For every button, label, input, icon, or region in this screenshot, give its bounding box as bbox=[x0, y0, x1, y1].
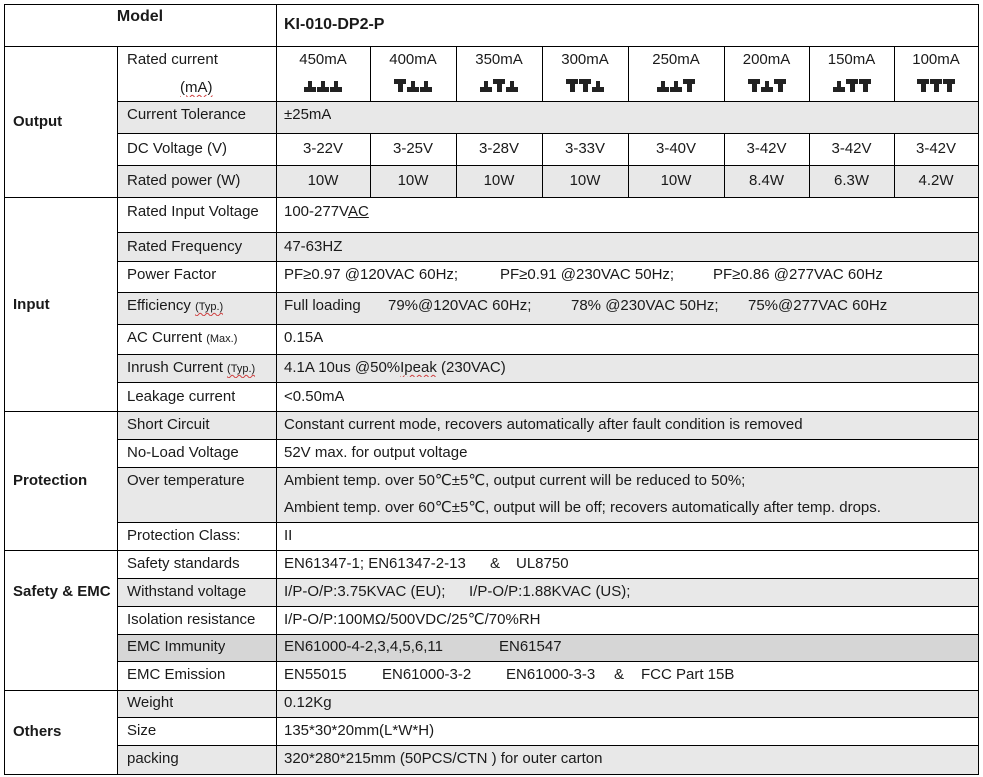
switch-up-icon bbox=[683, 79, 695, 92]
emc-immunity-value-2: EN61547 bbox=[499, 638, 562, 655]
divider bbox=[4, 411, 979, 412]
leakage-current-label: Leakage current bbox=[127, 388, 236, 405]
protection-class-value: II bbox=[284, 527, 293, 544]
rated-power-value: 8.4W bbox=[748, 172, 784, 189]
over-temperature-line-2: Ambient temp. over 60℃±5℃, output will be off; recovers automatically after temp. drops. bbox=[284, 499, 881, 516]
switch-up-icon bbox=[846, 79, 858, 92]
emc-immunity-label: EMC Immunity bbox=[127, 638, 226, 655]
dip-switch-icon bbox=[370, 75, 456, 97]
divider bbox=[117, 467, 979, 468]
model-value: KI-010-DP2-P bbox=[284, 16, 385, 33]
dip-switch-icon bbox=[724, 75, 809, 97]
emc-emission-value-2: EN61000-3-2 bbox=[382, 666, 472, 683]
rated-power-value: 10W bbox=[483, 172, 515, 189]
switch-up-icon bbox=[930, 79, 942, 92]
rated-input-voltage-value: 100-277VAC bbox=[284, 203, 369, 220]
leakage-current-value: <0.50mA bbox=[284, 388, 345, 405]
divider bbox=[117, 606, 979, 607]
rated-power-value: 6.3W bbox=[833, 172, 869, 189]
switch-up-icon bbox=[566, 79, 578, 92]
switch-up-icon bbox=[859, 79, 871, 92]
divider bbox=[4, 550, 979, 551]
safety-standards-value-1: EN61347-1; EN61347-2-13 bbox=[284, 555, 466, 572]
switch-up-icon bbox=[943, 79, 955, 92]
switch-up-icon bbox=[394, 79, 406, 92]
rated-current-value: 400mA bbox=[389, 51, 437, 68]
power-factor-label: Power Factor bbox=[127, 266, 217, 283]
size-value: 135*30*20mm(L*W*H) bbox=[284, 722, 435, 739]
current-tolerance-label: Current Tolerance bbox=[127, 106, 246, 123]
emc-emission-label: EMC Emission bbox=[127, 666, 226, 683]
border bbox=[4, 4, 979, 5]
row-bg bbox=[117, 690, 978, 717]
switch-down-icon bbox=[592, 79, 604, 92]
dc-voltage-value: 3-33V bbox=[564, 140, 606, 157]
dc-voltage-value: 3-28V bbox=[478, 140, 520, 157]
current-tolerance-value: ±25mA bbox=[284, 106, 332, 123]
safety-standards-value-3: UL8750 bbox=[516, 555, 569, 572]
divider bbox=[117, 634, 979, 635]
switch-down-icon bbox=[480, 79, 492, 92]
power-factor-value-1: PF≥0.97 @120VAC 60Hz; bbox=[284, 266, 459, 283]
divider bbox=[4, 197, 979, 198]
no-load-voltage-value: 52V max. for output voltage bbox=[284, 444, 468, 461]
switch-up-icon bbox=[917, 79, 929, 92]
switch-down-icon bbox=[330, 79, 342, 92]
divider bbox=[117, 717, 979, 718]
divider bbox=[117, 292, 979, 293]
rated-power-label: Rated power (W) bbox=[127, 172, 241, 189]
divider bbox=[117, 745, 979, 746]
rated-power-value: 10W bbox=[307, 172, 339, 189]
group-input: Input bbox=[13, 296, 50, 313]
rated-current-value: 250mA bbox=[652, 51, 700, 68]
safety-standards-value-2: & bbox=[490, 555, 501, 572]
rated-frequency-value: 47-63HZ bbox=[284, 238, 343, 255]
efficiency-value-3: 78% @230VAC 50Hz; bbox=[571, 297, 719, 314]
packing-value: 320*280*215mm (50PCS/CTN ) for outer carton bbox=[284, 750, 603, 767]
efficiency-label: Efficiency (Typ.) bbox=[127, 297, 224, 314]
withstand-voltage-value-1: I/P-O/P:3.75KVAC (EU); bbox=[284, 583, 446, 600]
ac-current-value: 0.15A bbox=[284, 329, 324, 346]
switch-down-icon bbox=[407, 79, 419, 92]
border bbox=[4, 4, 5, 775]
divider bbox=[117, 261, 979, 262]
rated-current-value: 200mA bbox=[742, 51, 791, 68]
divider bbox=[117, 439, 979, 440]
isolation-resistance-label: Isolation resistance bbox=[127, 611, 256, 628]
dc-voltage-value: 3-25V bbox=[392, 140, 434, 157]
emc-emission-value-1: EN55015 bbox=[284, 666, 347, 683]
packing-label: packing bbox=[127, 750, 179, 767]
rated-current-value: 300mA bbox=[561, 51, 609, 68]
switch-down-icon bbox=[670, 79, 682, 92]
model-label: Model bbox=[116, 8, 164, 25]
rated-current-unit: (mA) bbox=[180, 79, 213, 96]
switch-down-icon bbox=[506, 79, 518, 92]
divider bbox=[4, 690, 979, 691]
rated-current-value: 350mA bbox=[475, 51, 523, 68]
switch-down-icon bbox=[761, 79, 773, 92]
weight-value: 0.12Kg bbox=[284, 694, 332, 711]
divider bbox=[4, 46, 979, 47]
dip-switch-icon bbox=[456, 75, 542, 97]
rated-current-value: 150mA bbox=[827, 51, 876, 68]
divider bbox=[117, 133, 979, 134]
switch-down-icon bbox=[657, 79, 669, 92]
switch-up-icon bbox=[493, 79, 505, 92]
dip-switch-icon bbox=[542, 75, 628, 97]
divider bbox=[117, 382, 979, 383]
rated-power-value: 10W bbox=[569, 172, 601, 189]
emc-emission-value-3: EN61000-3-3 bbox=[506, 666, 596, 683]
switch-up-icon bbox=[579, 79, 591, 92]
ac-current-label: AC Current (Max.) bbox=[127, 329, 238, 346]
power-factor-value-2: PF≥0.91 @230VAC 50Hz; bbox=[500, 266, 675, 283]
over-temperature-line-1: Ambient temp. over 50℃±5℃, output current will be reduced to 50%; bbox=[284, 472, 746, 489]
divider bbox=[117, 522, 979, 523]
power-factor-value-3: PF≥0.86 @277VAC 60Hz bbox=[713, 266, 883, 283]
rated-current-label: Rated current bbox=[127, 51, 218, 68]
withstand-voltage-value-2: I/P-O/P:1.88KVAC (US); bbox=[469, 583, 631, 600]
dip-switch-icon bbox=[628, 75, 724, 97]
emc-immunity-value-1: EN61000-4-2,3,4,5,6,11 bbox=[284, 638, 444, 655]
row-bg bbox=[117, 232, 978, 261]
rated-input-voltage-label: Rated Input Voltage bbox=[127, 203, 259, 220]
rated-power-value: 10W bbox=[660, 172, 692, 189]
border bbox=[978, 4, 979, 775]
dc-voltage-value: 3-42V bbox=[746, 140, 787, 157]
rated-power-value: 4.2W bbox=[918, 172, 954, 189]
dc-voltage-label: DC Voltage (V) bbox=[127, 140, 228, 157]
divider bbox=[117, 578, 979, 579]
weight-label: Weight bbox=[127, 694, 174, 711]
divider bbox=[117, 354, 979, 355]
efficiency-value-1: Full loading bbox=[284, 297, 361, 314]
protection-class-label: Protection Class: bbox=[127, 527, 241, 544]
divider bbox=[117, 324, 979, 325]
group-output: Output bbox=[13, 113, 63, 130]
safety-standards-label: Safety standards bbox=[127, 555, 240, 572]
rated-current-value: 100mA bbox=[912, 51, 960, 68]
group-safety-emc: Safety & EMC bbox=[13, 583, 111, 600]
rated-power-value: 10W bbox=[397, 172, 429, 189]
group-others: Others bbox=[13, 723, 62, 740]
switch-down-icon bbox=[420, 79, 432, 92]
dip-switch-icon bbox=[894, 75, 978, 97]
switch-down-icon bbox=[304, 79, 316, 92]
divider bbox=[117, 165, 979, 166]
rated-frequency-label: Rated Frequency bbox=[127, 238, 243, 255]
short-circuit-label: Short Circuit bbox=[127, 416, 210, 433]
short-circuit-value: Constant current mode, recovers automatically after fault condition is removed bbox=[284, 416, 803, 433]
inrush-current-label: Inrush Current (Typ.) bbox=[127, 359, 256, 376]
dip-switch-icon bbox=[809, 75, 894, 97]
efficiency-value-4: 75%@277VAC 60Hz bbox=[748, 297, 888, 314]
group-protection: Protection bbox=[13, 472, 88, 489]
switch-down-icon bbox=[833, 79, 845, 92]
row-bg bbox=[117, 101, 978, 133]
efficiency-value-2: 79%@120VAC 60Hz; bbox=[388, 297, 532, 314]
dc-voltage-value: 3-40V bbox=[655, 140, 697, 157]
dip-switch-icon bbox=[276, 75, 370, 97]
no-load-voltage-label: No-Load Voltage bbox=[127, 444, 239, 461]
rated-current-value: 450mA bbox=[299, 51, 347, 68]
isolation-resistance-value: I/P-O/P:100MΩ/500VDC/25℃/70%RH bbox=[284, 611, 541, 628]
emc-emission-value-4: & bbox=[614, 666, 625, 683]
over-temperature-label: Over temperature bbox=[127, 472, 245, 489]
size-label: Size bbox=[127, 722, 157, 739]
withstand-voltage-label: Withstand voltage bbox=[127, 583, 247, 600]
dc-voltage-value: 3-22V bbox=[302, 140, 344, 157]
dc-voltage-value: 3-42V bbox=[915, 140, 957, 157]
border bbox=[4, 774, 979, 775]
switch-up-icon bbox=[748, 79, 760, 92]
divider bbox=[117, 661, 979, 662]
switch-up-icon bbox=[774, 79, 786, 92]
dc-voltage-value: 3-42V bbox=[831, 140, 872, 157]
divider bbox=[117, 232, 979, 233]
divider bbox=[117, 101, 979, 102]
inrush-current-value: 4.1A 10us @50%Ipeak (230VAC) bbox=[284, 359, 506, 376]
emc-emission-value-5: FCC Part 15B bbox=[641, 666, 735, 683]
switch-down-icon bbox=[317, 79, 329, 92]
